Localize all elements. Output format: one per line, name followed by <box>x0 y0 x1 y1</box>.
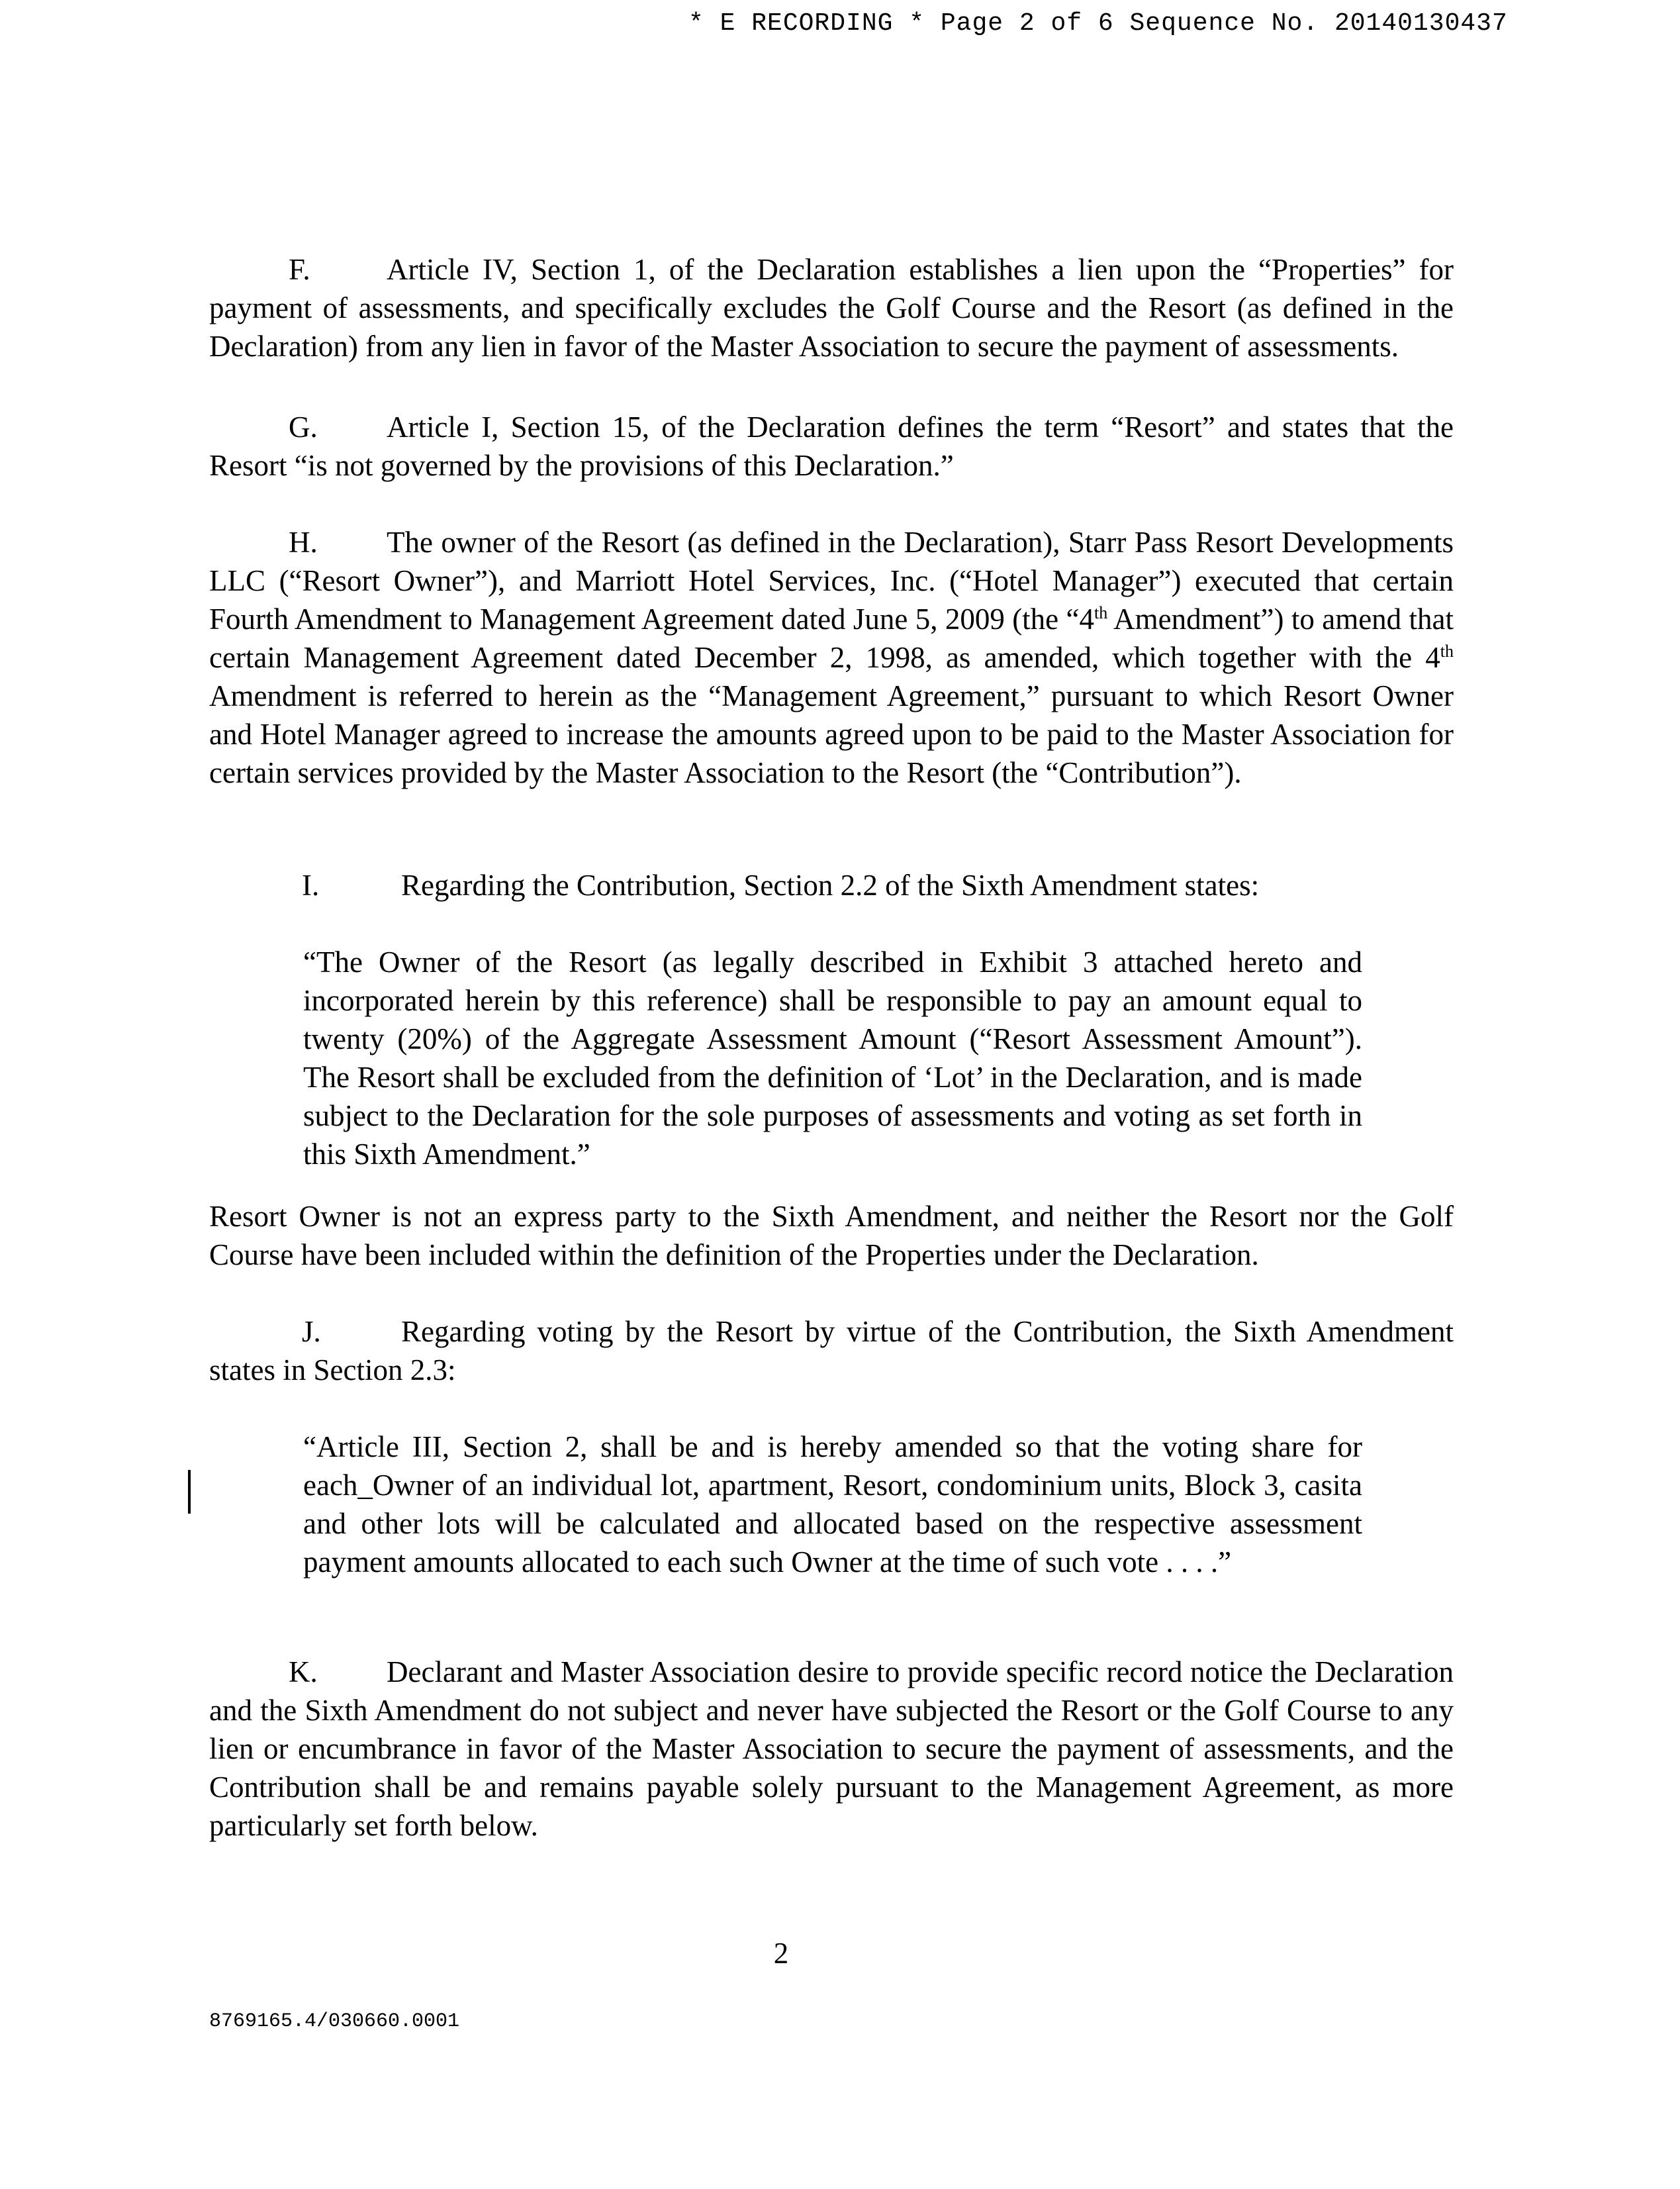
paragraph-j-text: Regarding voting by the Resort by virtue of the Contribution, the Sixth Amendment states in Section 2.3: <box>209 1315 1454 1386</box>
paragraph-f <box>209 250 1454 365</box>
paragraph-g-label: G. <box>289 411 318 444</box>
paragraph-g-text: Article I, Section 15, of the Declaration defines the term “Resort” and states that the Resort “is not governed by the provisions of this Declaration.” <box>209 411 1454 482</box>
paragraph-i-followup <box>209 1197 1454 1274</box>
paragraph-h-text-1: The owner of the Resort (as defined in the Declaration), Starr Pass Resort Developments LLC (“Resort Owner”), and Marriott Hotel Services, Inc. (“Hotel Manager”) executed that certain Fourth Amendment to Management Agreement dated June 5, 2009 (the “4 <box>209 526 1454 636</box>
paragraph-i-label: I. <box>302 869 320 902</box>
section-2-3-quote <box>303 1428 1362 1581</box>
page-number: 2 <box>773 1937 789 1970</box>
paragraph-k-label: K. <box>289 1655 318 1688</box>
section-2-2-quote-text: “The Owner of the Resort (as legally described in Exhibit 3 attached hereto and incorporated herein by this reference) shall be responsible to pay an amount equal to twenty (20%) of the Aggregate Assessment Amount (“Resort Assessment Amount”). The Resort shall be excluded from the definition of ‘Lot’ in the Declaration, and is made subject to the Declaration for the sole purposes of assessments and voting as set forth in this Sixth Amendment.” <box>303 946 1362 1171</box>
paragraph-h-text-3: Amendment is referred to herein as the “Management Agreement,” pursuant to which Resort Owner and Hotel Manager agreed to increase the amounts agreed upon to be paid to the Master Association for certain services provided by the Master Association to the Resort (the “Contribution”). <box>209 679 1454 789</box>
document-id: 8769165.4/030660.0001 <box>209 2010 460 2033</box>
paragraph-g <box>209 408 1454 485</box>
paragraph-h-text-2: Amendment”) to amend that certain Management Agreement dated December 2, 1998, as amended, which together with the 4 <box>209 603 1454 674</box>
paragraph-i-followup-text: Resort Owner is not an express party to the Sixth Amendment, and neither the Resort nor the Golf Course have been included within the definition of the Properties under the Declaration. <box>209 1200 1454 1271</box>
revision-bar <box>188 1470 191 1514</box>
section-2-3-quote-text: “Article III, Section 2, shall be and is hereby amended so that the voting share for each_Owner of an individual lot, apartment, Resort, condominium units, Block 3, casita and other lots will be calculated and allocated based on the respective assessment payment amounts allocated to each such Owner at the time of such vote . . . .” <box>303 1430 1362 1579</box>
paragraph-k <box>209 1653 1454 1845</box>
paragraph-h-superscript-2: th <box>1440 642 1454 661</box>
paragraph-f-text: Article IV, Section 1, of the Declaration establishes a lien upon the “Properties” for payment of assessments, and specifically excludes the Golf Course and the Resort (as defined in the Declaration) from any lien in favor of the Master Association to secure the payment of assessments. <box>209 253 1454 363</box>
paragraph-j-label: J. <box>302 1315 321 1348</box>
paragraph-k-text: Declarant and Master Association desire to provide specific record notice the Declaration and the Sixth Amendment do not subject and never have subjected the Resort or the Golf Course to any lien or encumbrance in favor of the Master Association to secure the payment of assessments, and the Contribution shall be and remains payable solely pursuant to the Management Agreement, as more particularly set forth below. <box>209 1655 1454 1842</box>
paragraph-i-text: Regarding the Contribution, Section 2.2 of the Sixth Amendment states: <box>401 869 1260 902</box>
recording-header: * E RECORDING * Page 2 of 6 Sequence No. 20140130437 <box>688 9 1508 38</box>
paragraph-h <box>209 523 1454 792</box>
paragraph-i <box>209 866 1454 904</box>
section-2-2-quote <box>303 943 1362 1173</box>
paragraph-h-label: H. <box>289 526 318 559</box>
paragraph-h-superscript-1: th <box>1094 603 1108 622</box>
paragraph-j <box>209 1312 1454 1389</box>
paragraph-f-label: F. <box>289 253 310 286</box>
